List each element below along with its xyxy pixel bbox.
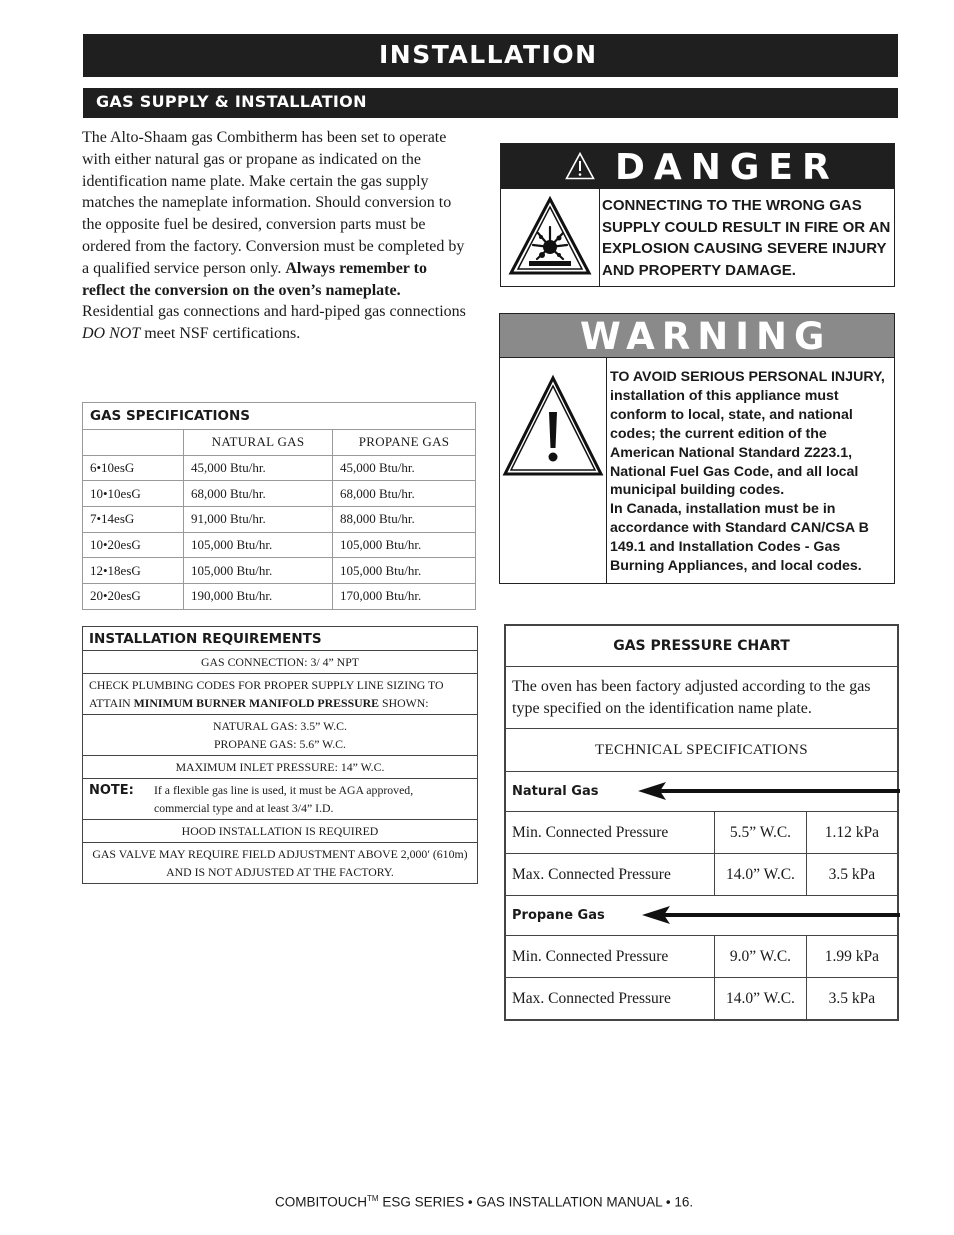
section-header: [83, 34, 898, 77]
explosion-icon-cell: [501, 189, 600, 286]
warning-icon-cell: [500, 358, 607, 583]
warning-text: [610, 368, 892, 576]
natural-gas-label: Natural Gas: [512, 784, 599, 799]
warning-text-canada: In Canada, installation must be in accordance with Standard CAN/CSA B 149.1 and Installation Codes - Gas Burning Appliances, and local codes.: [610, 501, 869, 575]
spec-cell-model: 7•14esG: [83, 507, 184, 533]
gas-valve-row: GAS VALVE MAY REQUIRE FIELD ADJUSTMENT ABOVE 2,000′ (610m) AND IS NOT ADJUSTED AT THE FACTORY.: [83, 842, 477, 883]
model-column-header: [83, 430, 184, 456]
technical-specifications-label: TECHNICAL SPECIFICATIONS: [506, 729, 898, 772]
table-row: [506, 978, 898, 1020]
burner-pressure-row: [83, 714, 477, 755]
plumbing-text-2: SHOWN:: [379, 696, 429, 710]
table-row: [83, 481, 476, 507]
danger-word: DANGER: [615, 147, 839, 188]
danger-text: CONNECTING TO THE WRONG GAS SUPPLY COULD RESULT IN FIRE OR AN EXPLOSION CAUSING SEVERE INJURY AND PROPERTY DAMAGE.: [602, 197, 891, 279]
max-inlet-pressure-row: MAXIMUM INLET PRESSURE: 14” W.C.: [83, 755, 477, 778]
intro-text-2: Residential gas connections and hard-piped gas connections: [82, 303, 466, 321]
pressure-cell-wc: 5.5” W.C.: [715, 812, 806, 854]
table-row: [83, 584, 476, 610]
pressure-cell-kpa: 1.12 kPa: [806, 812, 897, 854]
table-row: [506, 854, 898, 896]
note-row: [83, 778, 477, 819]
subsection-header: [83, 88, 898, 118]
pressure-cell-name: Max. Connected Pressure: [506, 978, 715, 1020]
table-row: [83, 455, 476, 481]
spec-cell-natural: 91,000 Btu/hr.: [184, 507, 333, 533]
spec-cell-model: 6•10esG: [83, 455, 184, 481]
spec-cell-propane: 45,000 Btu/hr.: [333, 455, 476, 481]
spec-cell-natural: 68,000 Btu/hr.: [184, 481, 333, 507]
arrow-left-icon: [638, 781, 900, 801]
spec-cell-natural: 105,000 Btu/hr.: [184, 558, 333, 584]
spec-cell-model: 10•10esG: [83, 481, 184, 507]
pressure-cell-kpa: 3.5 kPa: [806, 978, 897, 1020]
plumbing-codes-row: [83, 673, 477, 714]
note-label: NOTE:: [89, 783, 134, 798]
subsection-title: GAS SUPPLY & INSTALLATION: [96, 92, 367, 111]
table-row: [506, 812, 898, 854]
pressure-cell-wc: 9.0” W.C.: [715, 936, 806, 978]
section-title: INSTALLATION: [379, 40, 598, 69]
intro-text: The Alto-Shaam gas Combitherm has been set to operate with either natural gas or propane as indicated on the identification name plate. Make certain the gas supply matches the nameplate information. Should conversion to the opposite fuel be desired, conversion parts must be ordered from the factory. Conversion must be completed by a qualified service person only.: [82, 129, 465, 277]
spec-cell-propane: 105,000 Btu/hr.: [333, 532, 476, 558]
explosion-icon: [501, 189, 599, 286]
plumbing-bold-text: MINIMUM BURNER MANIFOLD PRESSURE: [133, 696, 380, 710]
danger-header: [501, 144, 894, 189]
pressure-cell-wc: 14.0” W.C.: [715, 854, 806, 896]
warning-box: [499, 313, 895, 584]
intro-italic-text: DO NOT: [82, 325, 141, 343]
table-row: [83, 532, 476, 558]
gas-specifications-title: GAS SPECIFICATIONS: [83, 403, 476, 430]
footer-text: ESG SERIES • GAS INSTALLATION MANUAL • 16.: [378, 1194, 694, 1210]
warning-word: WARNING: [580, 315, 832, 358]
pressure-cell-name: Max. Connected Pressure: [506, 854, 715, 896]
pressure-cell-kpa: 1.99 kPa: [806, 936, 897, 978]
spec-cell-natural: 45,000 Btu/hr.: [184, 455, 333, 481]
intro-text-3: meet NSF certifications.: [140, 325, 301, 343]
spec-cell-propane: 88,000 Btu/hr.: [333, 507, 476, 533]
natural-gas-column-header: NATURAL GAS: [184, 430, 333, 456]
spec-cell-natural: 190,000 Btu/hr.: [184, 584, 333, 610]
table-row: [83, 558, 476, 584]
propane-gas-pressure: PROPANE GAS: 5.6” W.C.: [214, 737, 346, 751]
table-row: [506, 936, 898, 978]
pressure-cell-wc: 14.0” W.C.: [715, 978, 806, 1020]
gas-connection-row: GAS CONNECTION: 3/ 4” NPT: [83, 650, 477, 673]
propane-gas-row: [506, 896, 898, 936]
installation-requirements-title: INSTALLATION REQUIREMENTS: [89, 631, 322, 647]
propane-gas-column-header: PROPANE GAS: [333, 430, 476, 456]
spec-cell-propane: 68,000 Btu/hr.: [333, 481, 476, 507]
spec-cell-propane: 170,000 Btu/hr.: [333, 584, 476, 610]
gas-pressure-title: GAS PRESSURE CHART: [506, 626, 898, 667]
natural-gas-row: [506, 772, 898, 812]
arrow-left-icon: [642, 905, 900, 925]
hood-installation-row: HOOD INSTALLATION IS REQUIRED: [83, 819, 477, 842]
intro-paragraph: [82, 127, 466, 345]
spec-cell-propane: 105,000 Btu/hr.: [333, 558, 476, 584]
plumbing-text: CHECK PLUMBING CODES FOR PROPER SUPPLY LINE SIZING TO ATTAIN: [89, 678, 444, 710]
caution-triangle-icon: [565, 152, 595, 180]
danger-box: [500, 143, 895, 287]
warning-header: [500, 314, 894, 358]
gas-specifications-table: [82, 402, 476, 610]
pressure-cell-name: Min. Connected Pressure: [506, 812, 715, 854]
installation-requirements-box: [82, 626, 478, 884]
pressure-cell-kpa: 3.5 kPa: [806, 854, 897, 896]
spec-cell-natural: 105,000 Btu/hr.: [184, 532, 333, 558]
exclamation-triangle-icon: [502, 374, 604, 480]
table-row: [83, 507, 476, 533]
propane-gas-label: Propane Gas: [512, 908, 605, 923]
intro-bold-text: Always remember to reflect the conversion on the oven’s nameplate.: [82, 259, 427, 299]
footer-trademark: TM: [367, 1194, 379, 1203]
note-text: If a flexible gas line is used, it must be AGA approved, commercial type and at least 3/4” I.D.: [154, 783, 414, 815]
warning-text-us: TO AVOID SERIOUS PERSONAL INJURY, installation of this appliance must conform to local, state, and national codes; the current edition of the American National Standard Z223.1, National Fuel Gas Code, and all local municipal building codes.: [610, 369, 885, 499]
gas-pressure-chart: [504, 624, 899, 1021]
spec-cell-model: 20•20esG: [83, 584, 184, 610]
page-footer: [275, 1194, 693, 1210]
spec-cell-model: 10•20esG: [83, 532, 184, 558]
pressure-cell-name: Min. Connected Pressure: [506, 936, 715, 978]
gas-pressure-description: The oven has been factory adjusted according to the gas type specified on the identification name plate.: [506, 667, 898, 729]
footer-brand: COMBITOUCH: [275, 1194, 368, 1210]
natural-gas-pressure: NATURAL GAS: 3.5” W.C.: [213, 719, 347, 733]
spec-cell-model: 12•18esG: [83, 558, 184, 584]
